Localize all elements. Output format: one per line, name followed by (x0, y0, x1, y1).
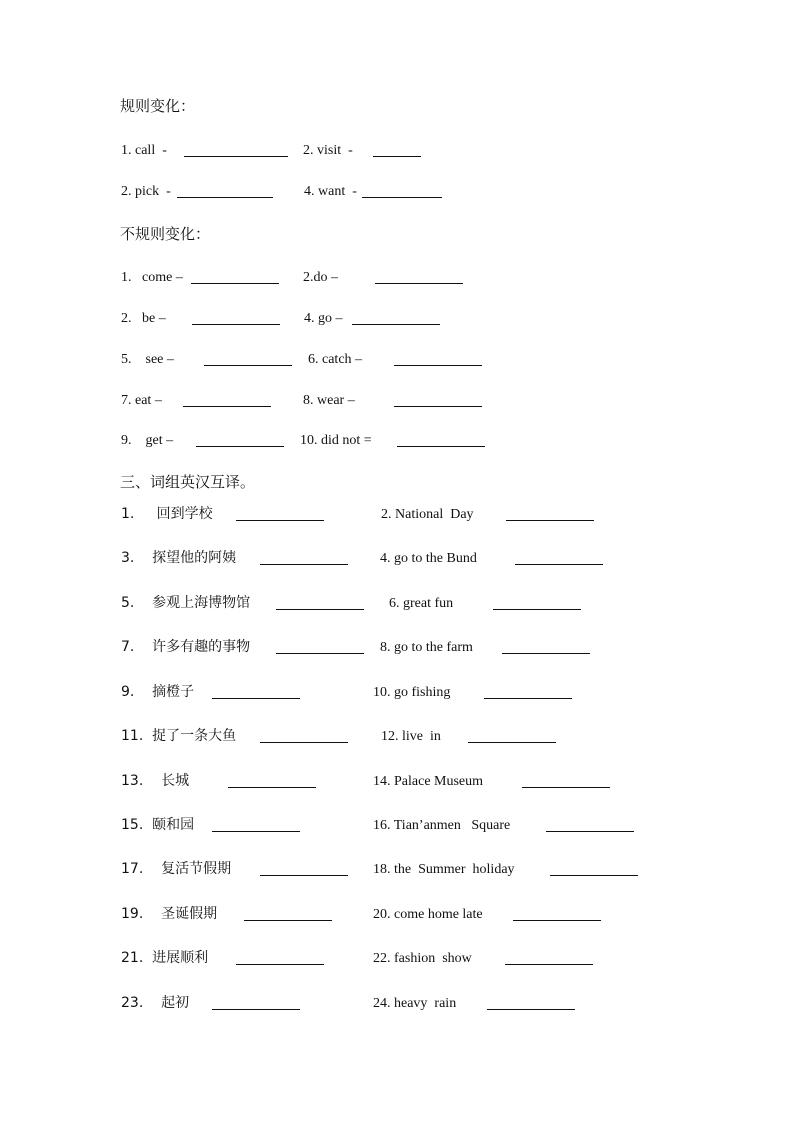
irregular-item-label: 9. get – (121, 433, 174, 448)
phrase-label-en: 22. fashion show (373, 951, 472, 966)
answer-blank[interactable] (546, 831, 634, 832)
phrase-label-cn: 15. 颐和园 (121, 817, 195, 833)
phrase-label-cn: 17. 复活节假期 (121, 861, 232, 877)
phrases-title: 三、词组英汉互译。 (120, 473, 256, 491)
answer-blank[interactable] (397, 446, 485, 447)
phrase-label-en: 20. come home late (373, 907, 483, 922)
phrase-label-cn: 3. 探望他的阿姨 (121, 550, 237, 566)
phrase-label-en: 16. Tian’anmen Square (373, 818, 511, 833)
irregular-item-label: 10. did not = (300, 433, 372, 448)
answer-blank[interactable] (394, 406, 482, 407)
answer-blank[interactable] (212, 1009, 300, 1010)
answer-blank[interactable] (260, 742, 348, 743)
answer-blank[interactable] (276, 653, 364, 654)
phrase-label-cn: 5. 参观上海博物馆 (121, 595, 251, 611)
phrase-label-cn: 7. 许多有趣的事物 (121, 639, 251, 655)
answer-blank[interactable] (276, 609, 364, 610)
irregular-item-label: 2.do – (303, 270, 338, 285)
answer-blank[interactable] (244, 920, 332, 921)
regular-change-title: 规则变化： (120, 97, 196, 115)
answer-blank[interactable] (394, 365, 482, 366)
irregular-item-label: 5. see – (121, 352, 174, 367)
phrase-label-cn: 21. 进展顺利 (121, 950, 209, 966)
phrase-label-cn: 11. 捉了一条大鱼 (121, 728, 237, 744)
answer-blank[interactable] (362, 197, 442, 198)
regular-item-label: 2. visit - (303, 143, 353, 158)
answer-blank[interactable] (515, 564, 603, 565)
answer-blank[interactable] (487, 1009, 575, 1010)
answer-blank[interactable] (192, 324, 280, 325)
regular-item-label: 1. call - (121, 143, 167, 158)
irregular-item-label: 7. eat – (121, 393, 162, 408)
answer-blank[interactable] (352, 324, 440, 325)
irregular-item-label: 1. come – (121, 270, 183, 285)
answer-blank[interactable] (505, 964, 593, 965)
irregular-change-title: 不规则变化： (120, 225, 211, 243)
phrase-label-cn: 23. 起初 (121, 995, 190, 1011)
answer-blank[interactable] (260, 875, 348, 876)
answer-blank[interactable] (550, 875, 638, 876)
answer-blank[interactable] (183, 406, 271, 407)
phrase-label-en: 8. go to the farm (380, 640, 473, 655)
phrase-label-en: 4. go to the Bund (380, 551, 477, 566)
phrase-label-en: 10. go fishing (373, 685, 451, 700)
answer-blank[interactable] (196, 446, 284, 447)
phrase-label-en: 14. Palace Museum (373, 774, 484, 789)
answer-blank[interactable] (502, 653, 590, 654)
answer-blank[interactable] (513, 920, 601, 921)
answer-blank[interactable] (522, 787, 610, 788)
irregular-item-label: 8. wear – (303, 393, 355, 408)
phrase-label-en: 18. the Summer holiday (373, 862, 515, 877)
regular-item-label: 2. pick - (121, 184, 171, 199)
answer-blank[interactable] (212, 831, 300, 832)
answer-blank[interactable] (236, 964, 324, 965)
answer-blank[interactable] (204, 365, 292, 366)
answer-blank[interactable] (177, 197, 273, 198)
phrase-label-en: 6. great fun (389, 596, 454, 611)
answer-blank[interactable] (373, 156, 421, 157)
irregular-item-label: 2. be – (121, 311, 166, 326)
phrase-label-en: 2. National Day (381, 507, 474, 522)
answer-blank[interactable] (484, 698, 572, 699)
regular-item-label: 4. want - (304, 184, 357, 199)
phrase-label-en: 12. live in (381, 729, 441, 744)
answer-blank[interactable] (493, 609, 581, 610)
answer-blank[interactable] (260, 564, 348, 565)
answer-blank[interactable] (375, 283, 463, 284)
phrase-label-cn: 19. 圣诞假期 (121, 906, 218, 922)
phrase-label-cn: 9. 摘橙子 (121, 684, 195, 700)
answer-blank[interactable] (191, 283, 279, 284)
answer-blank[interactable] (228, 787, 316, 788)
phrase-label-en: 24. heavy rain (373, 996, 457, 1011)
phrase-label-cn: 13. 长城 (121, 773, 190, 789)
answer-blank[interactable] (184, 156, 288, 157)
answer-blank[interactable] (212, 698, 300, 699)
answer-blank[interactable] (236, 520, 324, 521)
answer-blank[interactable] (506, 520, 594, 521)
irregular-item-label: 6. catch – (308, 352, 363, 367)
irregular-item-label: 4. go – (304, 311, 343, 326)
phrase-label-cn: 1. 回到学校 (121, 506, 213, 522)
answer-blank[interactable] (468, 742, 556, 743)
